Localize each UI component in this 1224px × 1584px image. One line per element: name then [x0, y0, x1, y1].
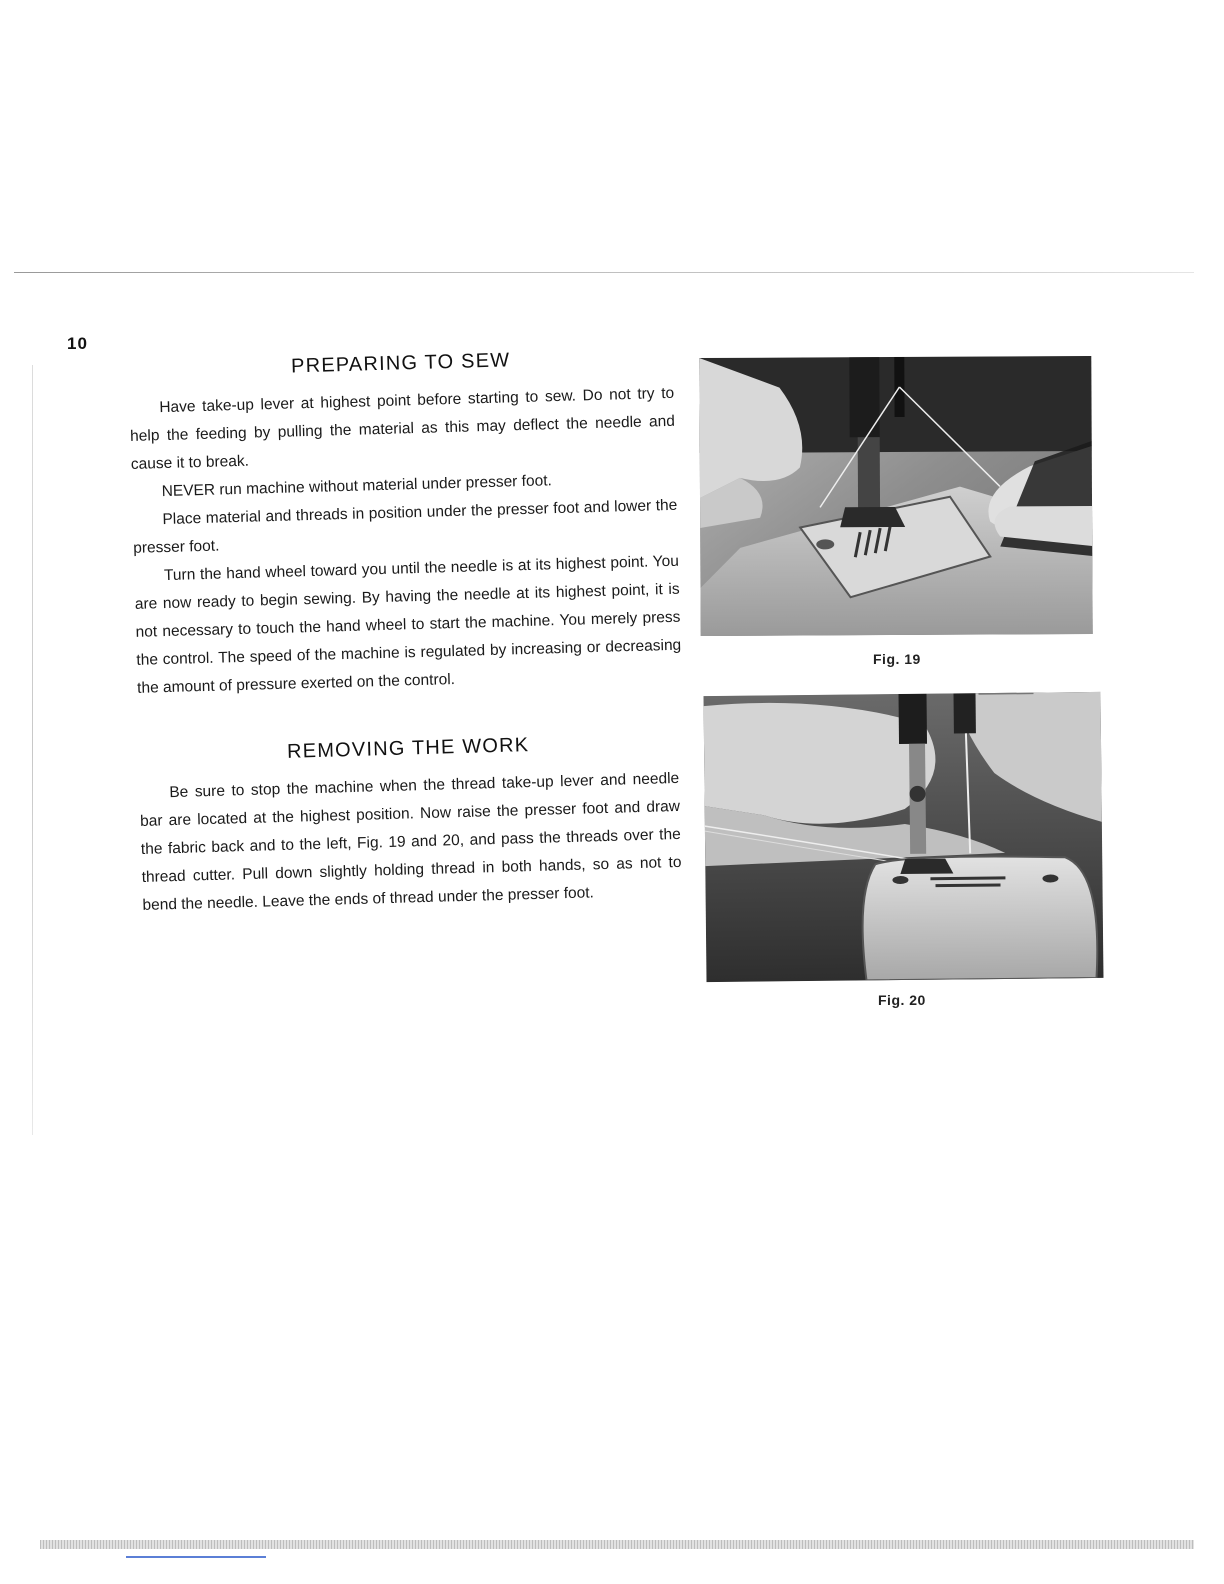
section-removing-the-work	[138, 730, 683, 920]
page-number: 10	[67, 334, 88, 353]
scan-edge-bottom	[40, 1540, 1194, 1549]
paragraph: Turn the hand wheel toward you until the needle is at its highest point. You are now ready to begin sewing. By having the needle at its highest point, it is not necessary to touch the hand wheel to start the machine. You merely press the control. The speed of the machine is regulated by increasing or decreasing the amount of pressure exerted on the control.	[134, 552, 682, 697]
scan-edge-mark	[126, 1556, 266, 1558]
figure-19-photo	[699, 356, 1092, 636]
paragraph: Place material and threads in position under the presser foot and lower the presser foot.	[133, 496, 678, 557]
figure-caption: Fig. 19	[873, 651, 921, 667]
sewing-machine-photo-icon	[699, 356, 1092, 636]
scan-edge-top	[14, 272, 1194, 273]
section-preparing-to-sew	[128, 345, 682, 703]
figure-caption: Fig. 20	[878, 992, 926, 1008]
paragraph: NEVER run machine without material under presser foot.	[161, 472, 553, 501]
sewing-machine-photo-icon	[704, 692, 1104, 982]
paragraph: Be sure to stop the machine when the thread take-up lever and needle bar are located at the highest position. Now raise the presser foot and draw the fabric back and to the left, Fig. 19 and 20, and pass the threads over the thread cutter. Pull down slightly holding thread in both hands, so as not to bend the needle. Leave the ends of thread under the presser foot.	[139, 769, 682, 914]
scan-edge-left	[32, 365, 33, 1135]
paragraph: Have take-up lever at highest point before starting to sew. Do not try to help the feeding by pulling the material as this may deflect the needle and cause it to break.	[129, 384, 676, 473]
section-heading: PREPARING TO SEW	[290, 349, 511, 378]
section-heading: REMOVING THE WORK	[286, 734, 530, 763]
figure-20-photo	[704, 692, 1104, 982]
